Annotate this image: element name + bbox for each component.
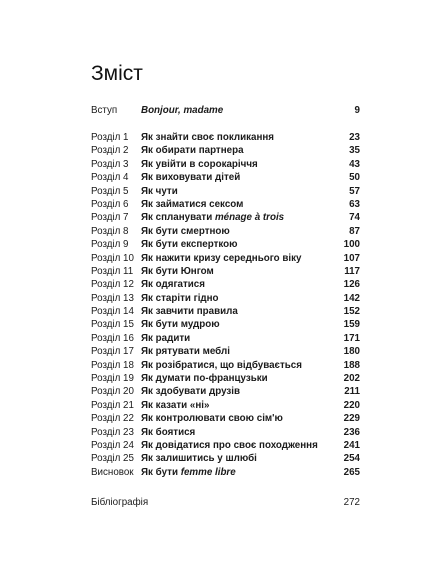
toc-title	[141, 225, 328, 238]
toc-title-part: Як обирати партнера	[141, 145, 244, 157]
toc-row[interactable]	[91, 185, 360, 198]
toc-title	[141, 171, 328, 184]
toc-row[interactable]	[91, 238, 360, 251]
toc-label: Розділ 2	[91, 145, 129, 157]
toc-row[interactable]	[91, 252, 360, 265]
toc-label: Розділ 23	[91, 426, 134, 438]
toc-title	[141, 439, 328, 452]
toc-row[interactable]	[91, 278, 360, 291]
toc-title	[141, 198, 328, 211]
toc-page-number: 220	[343, 399, 360, 411]
toc-page-number: 43	[349, 158, 360, 170]
toc-title	[141, 265, 328, 278]
toc-label: Розділ 9	[91, 239, 129, 251]
toc-page-number: 202	[343, 373, 360, 385]
toc-page-number: 142	[343, 292, 360, 304]
toc-page-number: 171	[343, 332, 360, 344]
toc-title-part: Як знайти своє покликання	[141, 131, 274, 143]
toc-row[interactable]	[91, 426, 360, 439]
toc-title-part: Як бути	[141, 466, 181, 478]
toc-row[interactable]	[91, 439, 360, 452]
toc-page-number: 23	[349, 131, 360, 143]
toc-title	[141, 426, 328, 439]
table-of-contents	[91, 104, 360, 479]
toc-page-number: 180	[343, 346, 360, 358]
toc-title-part: Як старіти гідно	[141, 292, 219, 304]
toc-page-number: 57	[349, 185, 360, 197]
toc-title	[141, 238, 328, 251]
toc-page-number: 35	[349, 145, 360, 157]
toc-label: Розділ 3	[91, 158, 129, 170]
toc-row[interactable]	[91, 372, 360, 385]
toc-page-number: 229	[343, 413, 360, 425]
toc-page-number: 265	[343, 466, 360, 478]
toc-row[interactable]	[91, 198, 360, 211]
toc-title	[141, 385, 328, 398]
toc-row[interactable]	[91, 452, 360, 465]
toc-title	[141, 158, 328, 171]
toc-row[interactable]	[91, 131, 360, 144]
toc-page-number: 236	[343, 426, 360, 438]
toc-page-number: 9	[354, 105, 360, 116]
toc-label: Розділ 7	[91, 212, 129, 224]
toc-title-part: Як виховувати дітей	[141, 172, 241, 184]
toc-row[interactable]	[91, 211, 360, 224]
toc-title-part: Як займатися сексом	[141, 198, 244, 210]
toc-title	[141, 278, 328, 291]
toc-row[interactable]	[91, 318, 360, 331]
toc-label: Розділ 14	[91, 306, 134, 318]
toc-title-part: Як спланувати	[141, 212, 215, 224]
toc-label: Розділ 13	[91, 292, 134, 304]
toc-title	[141, 305, 328, 318]
toc-row[interactable]	[91, 158, 360, 171]
toc-page-number: 188	[343, 359, 360, 371]
toc-page-number: 211	[344, 386, 360, 398]
page-title: Зміст	[91, 62, 143, 85]
toc-title-part: Як думати по-французьки	[141, 373, 268, 385]
toc-title	[141, 318, 328, 331]
toc-row-intro[interactable]	[91, 104, 360, 117]
toc-title-part: Як розібратися, що відбувається	[141, 359, 302, 371]
toc-title-italic-part: ménage à trois	[214, 212, 285, 224]
toc-label: Розділ 24	[91, 439, 134, 451]
toc-title-part: Як увійти в сорокаріччя	[141, 158, 258, 170]
toc-title	[141, 412, 328, 425]
toc-label: Розділ 16	[91, 332, 134, 344]
toc-title	[141, 466, 328, 479]
toc-label: Розділ 1	[91, 131, 129, 143]
toc-page-number: 100	[343, 239, 360, 251]
toc-label: Розділ 19	[91, 373, 134, 385]
toc-row[interactable]	[91, 399, 360, 412]
toc-row[interactable]	[91, 385, 360, 398]
toc-row[interactable]	[91, 305, 360, 318]
toc-title-part: Як залишитись у шлюбі	[141, 453, 257, 465]
toc-title	[141, 292, 328, 305]
toc-title	[141, 185, 328, 198]
toc-page-number: 74	[349, 212, 360, 224]
toc-row[interactable]	[91, 225, 360, 238]
toc-row[interactable]	[91, 171, 360, 184]
toc-title	[141, 211, 328, 224]
toc-title-part: Як казати «ні»	[141, 399, 210, 411]
toc-label: Розділ 20	[91, 386, 134, 398]
toc-label: Вступ	[91, 105, 118, 116]
toc-title	[141, 372, 328, 385]
toc-label: Розділ 18	[91, 359, 134, 371]
toc-title-part: Як боятися	[141, 426, 196, 438]
toc-label: Висновок	[91, 466, 134, 478]
toc-title-part: Як одягатися	[141, 279, 205, 291]
toc-title	[141, 104, 328, 117]
toc-title-part: Як бути мудрою	[141, 319, 220, 331]
toc-label: Розділ 10	[91, 252, 134, 264]
toc-title-italic-part: Bonjour, madame	[141, 105, 224, 116]
toc-row[interactable]	[91, 345, 360, 358]
toc-page-number: 50	[349, 172, 360, 184]
toc-title-part: Як довідатися про своє походження	[141, 439, 318, 451]
toc-label: Розділ 4	[91, 172, 129, 184]
toc-label: Розділ 15	[91, 319, 134, 331]
bibliography-label: Бібліографія	[91, 497, 149, 508]
toc-row[interactable]	[91, 265, 360, 278]
toc-title-part: Як чути	[141, 185, 178, 197]
toc-title-part: Як здобувати друзів	[141, 386, 241, 398]
toc-title-part: Як бути експерткою	[141, 239, 238, 251]
toc-page-number: 63	[349, 198, 360, 210]
toc-page-number: 159	[343, 319, 360, 331]
toc-page-number: 117	[344, 265, 360, 277]
toc-row[interactable]	[91, 466, 360, 479]
toc-title-italic-part: femme libre	[180, 466, 236, 478]
toc-label: Розділ 8	[91, 225, 129, 237]
toc-page-number: 107	[343, 252, 360, 264]
toc-row[interactable]	[91, 412, 360, 425]
toc-label: Розділ 17	[91, 346, 134, 358]
bibliography-page: 272	[343, 497, 360, 508]
toc-title-part: Як завчити правила	[141, 306, 238, 318]
toc-title	[141, 452, 328, 465]
toc-row[interactable]	[91, 292, 360, 305]
bibliography-entry[interactable]	[91, 496, 360, 509]
toc-title	[141, 144, 328, 157]
toc-title	[141, 399, 328, 412]
toc-row[interactable]	[91, 332, 360, 345]
toc-title-part: Як контролювати свою сім'ю	[141, 413, 283, 425]
toc-label: Розділ 11	[91, 265, 134, 277]
toc-page-number: 241	[343, 439, 360, 451]
toc-title	[141, 252, 328, 265]
toc-title-part: Як рятувати меблі	[141, 346, 230, 358]
toc-title	[141, 345, 328, 358]
toc-title	[141, 359, 328, 372]
toc-page-number: 87	[349, 225, 360, 237]
toc-title-part: Як бути Юнгом	[141, 265, 214, 277]
toc-label: Розділ 5	[91, 185, 129, 197]
toc-row[interactable]	[91, 144, 360, 157]
toc-title-part: Як радити	[141, 332, 191, 344]
toc-page-number: 126	[343, 279, 360, 291]
toc-title	[141, 332, 328, 345]
toc-label: Розділ 12	[91, 279, 134, 291]
toc-row[interactable]	[91, 359, 360, 372]
toc-label: Розділ 21	[91, 399, 134, 411]
toc-page-number: 254	[343, 453, 360, 465]
toc-title-part: Як нажити кризу середнього віку	[141, 252, 302, 264]
toc-title-part: Як бути смертною	[141, 225, 230, 237]
toc-page-number: 152	[343, 306, 360, 318]
toc-title	[141, 131, 328, 144]
toc-label: Розділ 6	[91, 198, 129, 210]
toc-label: Розділ 22	[91, 413, 134, 425]
toc-label: Розділ 25	[91, 453, 134, 465]
